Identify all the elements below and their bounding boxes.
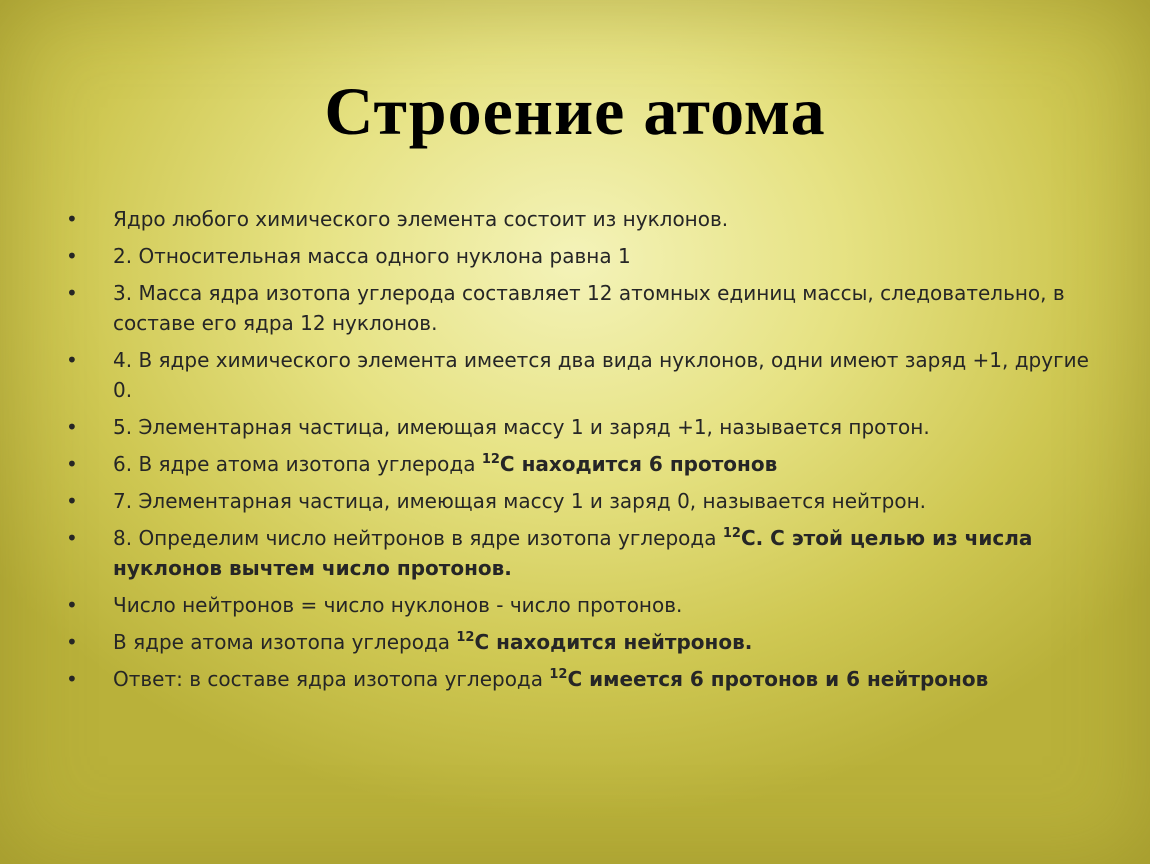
bullet-icon: • xyxy=(66,630,78,654)
list-item xyxy=(66,345,1096,405)
item-text: Число нейтронов = число нуклонов - число протонов. xyxy=(113,593,683,617)
bullet-icon: • xyxy=(66,452,78,476)
isotope-mass-number: 12 xyxy=(456,630,475,645)
slide-title: Строение атома xyxy=(324,73,826,149)
item-text: 6. В ядре атома изотопа углерода xyxy=(113,452,482,476)
list-item xyxy=(66,204,1096,234)
isotope-mass-number: 12 xyxy=(722,526,741,541)
item-text: В ядре атома изотопа углерода xyxy=(113,630,457,654)
item-bold-text: C. С этой целью из числа нуклонов вычтем число протонов. xyxy=(113,526,1033,580)
list-item xyxy=(66,523,1096,583)
bullet-icon: • xyxy=(66,244,78,268)
list-item xyxy=(66,664,1096,694)
bullet-icon: • xyxy=(66,415,78,439)
item-text: 3. Масса ядра изотопа углерода составляет 12 атомных единиц массы, следовательно, в составе его ядра 12 нуклонов. xyxy=(113,281,1065,335)
bullet-list xyxy=(66,204,1096,701)
list-item xyxy=(66,412,1096,442)
item-text: 2. Относительная масса одного нуклона равна 1 xyxy=(113,244,631,268)
bullet-icon: • xyxy=(66,667,78,691)
item-text: 5. Элементарная частица, имеющая массу 1 и заряд +1, называется протон. xyxy=(113,415,930,439)
list-item xyxy=(66,278,1096,338)
item-text: 7. Элементарная частица, имеющая массу 1 и заряд 0, называется нейтрон. xyxy=(113,489,927,513)
item-text: 8. Определим число нейтронов в ядре изотопа углерода xyxy=(113,526,723,550)
list-item xyxy=(66,486,1096,516)
item-bold-text: C имеется 6 протонов и 6 нейтронов xyxy=(567,667,989,691)
item-bold-text: C находится нейтронов. xyxy=(474,630,753,654)
item-text: 4. В ядре химического элемента имеется два вида нуклонов, одни имеют заряд +1, другие 0. xyxy=(113,348,1089,402)
list-item xyxy=(66,590,1096,620)
bullet-icon: • xyxy=(66,593,78,617)
bullet-icon: • xyxy=(66,348,78,372)
isotope-mass-number: 12 xyxy=(481,452,500,467)
item-text: Ядро любого химического элемента состоит из нуклонов. xyxy=(113,207,729,231)
bullet-icon: • xyxy=(66,526,78,550)
item-text: Ответ: в составе ядра изотопа углерода xyxy=(113,667,550,691)
bullet-icon: • xyxy=(66,281,78,305)
bullet-icon: • xyxy=(66,489,78,513)
list-item xyxy=(66,627,1096,657)
isotope-mass-number: 12 xyxy=(549,667,568,682)
item-bold-text: C находится 6 протонов xyxy=(499,452,778,476)
list-item xyxy=(66,449,1096,479)
list-item xyxy=(66,241,1096,271)
bullet-icon: • xyxy=(66,207,78,231)
